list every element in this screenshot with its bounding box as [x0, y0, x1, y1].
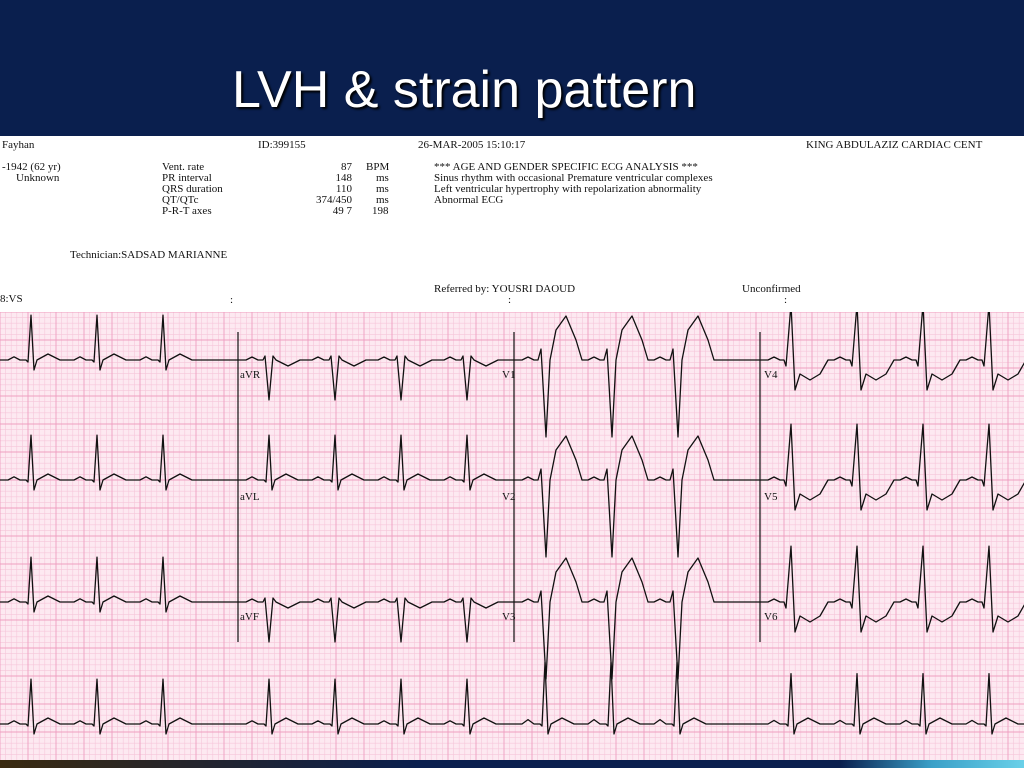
measure-unit: ms	[376, 183, 389, 195]
referred-by: Referred by: YOUSRI DAOUD	[434, 283, 576, 295]
measure-label: Vent. rate	[162, 161, 205, 173]
interpretation-line: Left ventricular hypertrophy with repolarization abnormality	[434, 183, 702, 195]
measure-unit: ms	[376, 172, 389, 184]
measure-value: 148	[335, 172, 352, 184]
measure-value: 49 7	[332, 205, 352, 217]
colon-mark: :	[784, 294, 788, 306]
footer-left-accent	[0, 760, 420, 768]
institution-name: KING ABDULAZIZ CARDIAC CENT	[806, 139, 983, 151]
measure-value: 87	[341, 161, 352, 173]
patient-dob-age: -1942 (62 yr)	[2, 161, 61, 173]
patient-name: Fayhan	[2, 139, 35, 151]
ecg-report	[0, 136, 1024, 760]
interpretation-line: *** AGE AND GENDER SPECIFIC ECG ANALYSIS ***	[434, 161, 698, 173]
ecg-grid	[0, 312, 1024, 760]
patient-sex: Unknown	[16, 172, 60, 184]
lead-label-avf: aVF	[240, 611, 259, 623]
measure-label: QRS duration	[162, 183, 223, 195]
measure-value: 374/450	[315, 194, 352, 206]
lead-label-v4: V4	[764, 369, 778, 381]
lead-label-avr: aVR	[240, 369, 261, 381]
report-datetime: 26-MAR-2005 15:10:17	[418, 139, 526, 151]
interpretation-line: Sinus rhythm with occasional Premature ventricular complexes	[434, 172, 713, 184]
measure-unit: 198	[372, 205, 389, 217]
confirmation-status: Unconfirmed	[742, 283, 801, 295]
lead-label-v2: V2	[502, 491, 516, 503]
lead-label-v1: V1	[502, 369, 516, 381]
interpretation-line: Abnormal ECG	[434, 194, 504, 206]
measure-unit: ms	[376, 194, 389, 206]
measure-label: PR interval	[162, 172, 212, 184]
footer-right-accent	[840, 760, 1024, 768]
colon-mark: :	[508, 294, 512, 306]
lead-label-v6: V6	[764, 611, 778, 623]
left-partial-label: 8:VS	[0, 293, 23, 305]
measure-label: QT/QTc	[162, 194, 199, 206]
lead-label-avl: aVL	[240, 491, 260, 503]
measure-label: P-R-T axes	[162, 205, 212, 217]
colon-mark: :	[230, 294, 234, 306]
measure-value: 110	[335, 183, 352, 195]
lead-label-v3: V3	[502, 611, 516, 623]
technician-name: Technician:SADSAD MARIANNE	[70, 249, 228, 261]
patient-id: ID:399155	[258, 139, 306, 151]
measure-unit: BPM	[366, 161, 390, 173]
lead-label-v5: V5	[764, 491, 778, 503]
slide-title: LVH & strain pattern	[232, 61, 697, 119]
